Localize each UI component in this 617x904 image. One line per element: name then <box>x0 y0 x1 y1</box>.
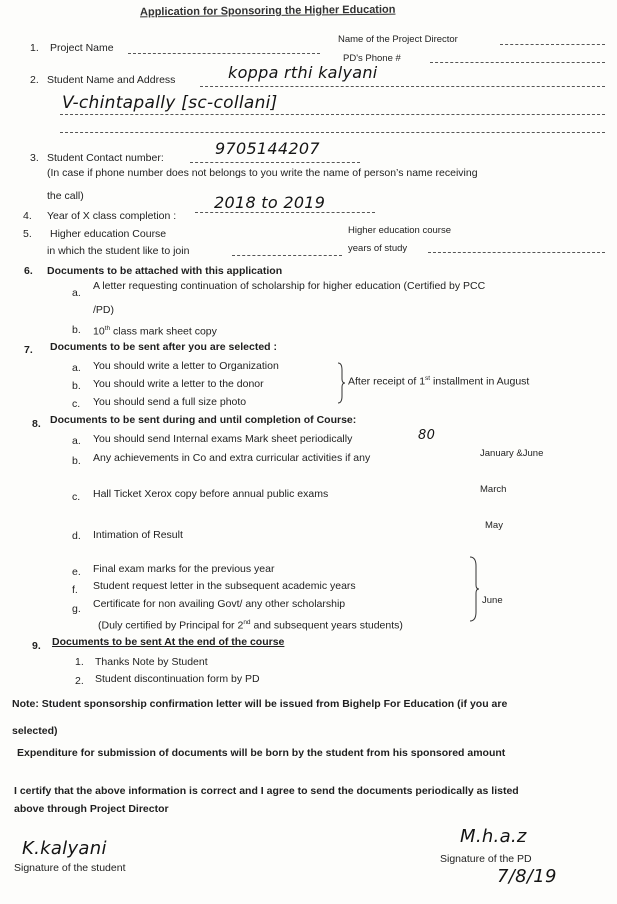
item9-1-text: Thanks Note by Student <box>95 656 208 668</box>
item7-brace <box>336 362 346 404</box>
item8efg-when: June <box>482 595 503 606</box>
item8b-letter: b. <box>72 455 81 467</box>
project-name-line <box>128 53 320 54</box>
item6a-text-2: /PD) <box>93 304 114 316</box>
item8g-text: Certificate for non availing Govt/ any other scholarship <box>93 598 346 610</box>
student-name-line <box>200 86 605 87</box>
item6a-letter: a. <box>72 287 81 299</box>
student-address-handwritten: V-chintapally [sc-collani] <box>62 93 278 113</box>
item8e-letter: e. <box>72 566 81 578</box>
item9-2-text: Student discontinuation form by PD <box>95 673 260 685</box>
contact-number-handwritten: 9705144207 <box>215 139 320 158</box>
item6b-text: 10th class mark sheet copy <box>93 325 217 338</box>
contact-line <box>190 162 360 163</box>
item8g-note: (Duly certified by Principal for 2nd and subsequent years students) <box>98 619 403 632</box>
item8f-text: Student request letter in the subsequent academic years <box>93 580 356 592</box>
item6b-letter: b. <box>72 324 81 336</box>
student-name-label: Student Name and Address <box>47 74 176 86</box>
signature-date-handwritten: 7/8/19 <box>497 866 557 887</box>
item5-number: 5. <box>23 228 32 240</box>
expenditure-note: Expenditure for submission of documents will be born by the student from his sponsored amount <box>17 747 506 759</box>
student-name-handwritten: koppa rthi kalyani <box>228 63 378 82</box>
item3-number: 3. <box>30 152 39 164</box>
item7b-letter: b. <box>72 380 81 392</box>
course-years-label-2: years of study <box>348 243 408 254</box>
item7a-text: You should write a letter to Organization <box>93 360 279 372</box>
student-contact-label: Student Contact number: <box>47 152 164 164</box>
item7b-text: You should write a letter to the donor <box>93 378 264 390</box>
address-line-1 <box>60 114 605 115</box>
item8d-letter: d. <box>72 530 81 542</box>
documents-after-selected-heading: Documents to be sent after you are selected : <box>50 341 277 353</box>
item9-1-number: 1. <box>75 656 84 668</box>
course-line <box>232 255 342 256</box>
item1-number: 1. <box>30 42 39 54</box>
item6a-text: A letter requesting continuation of scholarship for higher education (Certified by PCC <box>93 280 486 292</box>
item2-number: 2. <box>30 74 39 86</box>
documents-during-course-heading: Documents to be sent during and until completion of Course: <box>50 414 357 426</box>
student-signature-label: Signature of the student <box>14 862 126 874</box>
page-title: Application for Sponsoring the Higher Education <box>139 3 396 19</box>
certify-statement: I certify that the above information is correct and I agree to send the documents periodically as listed <box>14 785 519 797</box>
year-completion-label: Year of X class completion : <box>47 210 177 222</box>
documents-attached-heading: Documents to be attached with this application <box>47 265 283 277</box>
pd-signature-label: Signature of the PD <box>440 853 532 865</box>
project-name-label: Project Name <box>50 42 114 54</box>
address-line-2 <box>60 132 605 133</box>
item7c-text: You should send a full size photo <box>93 396 247 408</box>
item8e-text: Final exam marks for the previous year <box>93 563 275 575</box>
course-years-label: Higher education course <box>348 225 451 236</box>
item7-number: 7. <box>24 344 33 356</box>
item6-number: 6. <box>24 265 33 277</box>
contact-note: (In case if phone number does not belongs to you write the name of person’s name receiving <box>47 167 478 179</box>
item7-installment-note: After receipt of 1st installment in August <box>348 375 530 388</box>
item4-number: 4. <box>23 210 32 222</box>
item8c-text: Hall Ticket Xerox copy before annual public exams <box>93 488 329 500</box>
item8c-letter: c. <box>72 491 81 503</box>
item8b-text: Any achievements in Co and extra curricular activities if any <box>93 452 371 464</box>
sponsorship-note-2: selected) <box>12 725 58 737</box>
item8d-when: May <box>485 520 503 531</box>
student-signature-handwritten: K.kalyani <box>22 838 107 859</box>
contact-note-2: the call) <box>47 190 84 202</box>
item8a-letter: a. <box>72 435 81 447</box>
item8c-when: March <box>480 484 507 495</box>
item7a-letter: a. <box>72 362 81 374</box>
certify-statement-2: above through Project Director <box>14 803 169 815</box>
item9-number: 9. <box>32 640 41 652</box>
project-director-label: Name of the Project Director <box>338 34 458 45</box>
item8-efg-brace <box>468 556 480 622</box>
pd-phone-line <box>430 62 605 63</box>
sponsorship-note: Note: Student sponsorship confirmation letter will be issued from Bighelp For Education (if you are <box>12 698 508 710</box>
year-handwritten: 2018 to 2019 <box>214 193 326 212</box>
pd-phone-label: PD's Phone # <box>343 53 401 64</box>
higher-education-label-2: in which the student like to join <box>47 245 190 257</box>
item8d-text: Intimation of Result <box>93 529 183 541</box>
pd-signature-handwritten: M.h.a.z <box>460 826 527 847</box>
item8-number: 8. <box>32 418 41 430</box>
year-line <box>195 212 375 213</box>
item8g-letter: g. <box>72 603 81 615</box>
item7c-letter: c. <box>72 398 81 410</box>
item8a-text: You should send Internal exams Mark sheet periodically <box>93 433 353 445</box>
higher-education-label: Higher education Course <box>50 228 167 240</box>
item8-handwritten-mark: 80 <box>418 428 436 443</box>
years-line <box>428 252 605 253</box>
item8f-letter: f. <box>72 584 78 596</box>
project-director-line <box>500 44 605 45</box>
documents-end-course-heading: Documents to be sent At the end of the course <box>52 636 285 648</box>
item9-2-number: 2. <box>75 675 84 687</box>
item8b-when: January &June <box>480 448 544 459</box>
